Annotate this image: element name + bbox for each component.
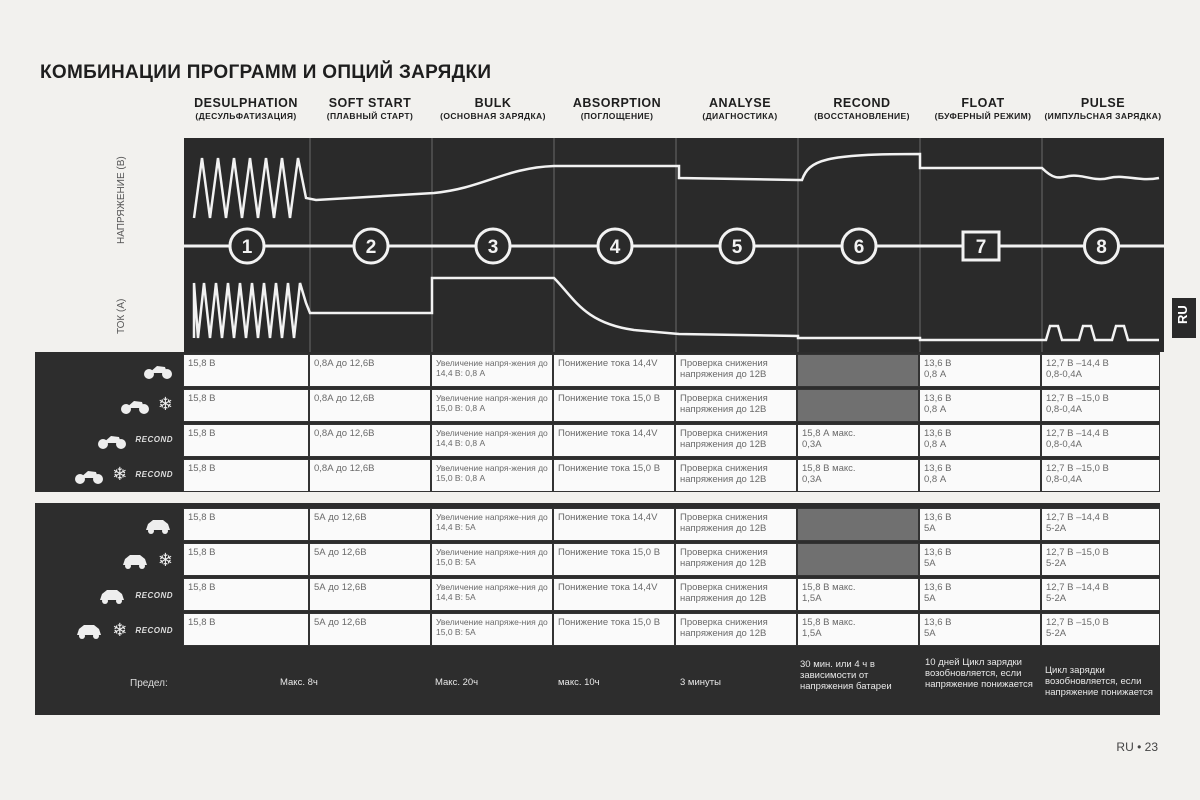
moto-table-cell: 0,8А до 12,6В [309,424,431,457]
moto-table-cell: 12,7 В –14,4 В 0,8-0,4А [1041,424,1160,457]
car-table-cell: Увеличение напряже-ния до 14,4 В: 5А [431,508,553,541]
phase-header [308,96,432,121]
car-table-cell: 15,8 В макс. 1,5А [797,613,919,646]
car-table-cell: 13,6 В 5А [919,508,1041,541]
car-table-cell: Увеличение напряже-ния до 15,0 В: 5А [431,543,553,576]
step-marker [598,229,632,263]
charging-curves-svg [184,138,1164,352]
phase-name: DESULPHATION [194,96,298,110]
phase-name-ru: (ОСНОВНАЯ ЗАРЯДКА) [440,111,546,121]
voltage-axis-label: НАПРЯЖЕНИЕ (В) [116,156,127,244]
step-number: 1 [241,237,253,258]
limit-value: Цикл зарядки возобновляется, если напряжение понижается [1045,665,1153,698]
car-table-cell [797,543,919,576]
moto-cold-icon-row [35,387,183,422]
car-table-cell: 5А до 12,6В [309,543,431,576]
phase-header [800,96,924,121]
phase-name-ru: (БУФЕРНЫЙ РЕЖИМ) [934,111,1032,121]
moto-table-cell: Понижение тока 15,0 В [553,389,675,422]
step-number: 6 [853,237,865,258]
moto-table-cell: 13,6 В 0,8 А [919,354,1041,387]
phase-name: ANALYSE [708,96,772,110]
limit-value: 30 мин. или 4 ч в зависимости от напряжения батареи [800,659,892,692]
car-table-cell: Понижение тока 14,4V [553,508,675,541]
phase-header [555,96,679,121]
car-table-cell: 12,7 В –15,0 В 5-2А [1041,613,1160,646]
moto-table-cell: 15,8 В [183,459,309,492]
step-number: 2 [365,237,377,258]
moto-table-cell: 15,8 В макс. 0,3А [797,459,919,492]
moto-table-cell: 12,7 В –15,0 В 0,8-0,4А [1041,459,1160,492]
car-table-cell: Понижение тока 15,0 В [553,543,675,576]
moto-mode-icon-row [35,352,183,387]
moto-table-cell: Проверка снижения напряжения до 12В [675,424,797,457]
step-number: 4 [609,237,621,258]
car-cold-recond-icon-row [35,613,183,648]
snowflake-icon: ❄ [112,464,128,484]
car-table-cell: 5А до 12,6В [309,578,431,611]
motorcycle-icon [120,395,150,415]
car-table-cell [797,508,919,541]
moto-table-cell: 15,8 А макс. 0,3А [797,424,919,457]
car-table-cell: Проверка снижения напряжения до 12В [675,508,797,541]
car-table-cell: Увеличение напряже-ния до 14,4 В: 5А [431,578,553,611]
moto-table-cell: 15,8 В [183,424,309,457]
step-marker [720,229,754,263]
car-table-cell: Проверка снижения напряжения до 12В [675,543,797,576]
step-marker [842,229,876,263]
snowflake-icon: ❄ [157,550,173,570]
car-table-cell: 13,6 В 5А [919,613,1041,646]
car-table-cell: 15,8 В макс. 1,5А [797,578,919,611]
current-axis-label: ТОК (А) [116,298,127,334]
phase-name: ABSORPTION [572,96,662,110]
car-table-cell: Проверка снижения напряжения до 12В [675,613,797,646]
snowflake-icon: ❄ [112,620,128,640]
phase-name-ru: (ИМПУЛЬСНАЯ ЗАРЯДКА) [1044,111,1162,121]
moto-table-cell: Понижение тока 14,4V [553,354,675,387]
car-recond-icon-row [35,578,183,613]
moto-table-cell: 15,8 В [183,354,309,387]
limit-label: Предел: [130,678,168,689]
car-table-cell: 5А до 12,6В [309,508,431,541]
recond-label: RECOND [135,470,173,479]
moto-table-cell: 13,6 В 0,8 А [919,459,1041,492]
step-number: 3 [487,237,499,258]
phase-header [1041,96,1165,121]
limit-value: Макс. 8ч [280,677,318,688]
moto-table-cell: 0,8А до 12,6В [309,354,431,387]
phase-name: PULSE [1080,96,1126,110]
car-cold-icon-row [35,543,183,578]
phase-name-ru: (ВОССТАНОВЛЕНИЕ) [814,111,910,121]
limit-value: 10 дней Цикл зарядки возобновляется, если напряжение понижается [925,657,1033,690]
step-number: 8 [1096,237,1107,258]
language-side-tab: RU [1172,298,1196,338]
moto-table-cell [797,354,919,387]
motorcycle-icon [97,430,127,450]
phase-name-ru: (ПЛАВНЫЙ СТАРТ) [326,111,414,121]
phase-header [678,96,802,121]
moto-table-cell [797,389,919,422]
car-icon [97,586,127,606]
car-icon [143,516,173,536]
phase-name-ru: (ПОГЛОЩЕНИЕ) [580,111,654,121]
car-table-cell: 15,8 В [183,543,309,576]
car-table-cell: 15,8 В [183,508,309,541]
moto-table-cell: Проверка снижения напряжения до 12В [675,459,797,492]
car-table-cell: Проверка снижения напряжения до 12В [675,578,797,611]
car-table-cell: 15,8 В [183,578,309,611]
moto-table-cell: 0,8А до 12,6В [309,389,431,422]
moto-table-cell: Проверка снижения напряжения до 12В [675,354,797,387]
phase-header [431,96,555,121]
page-title: КОМБИНАЦИИ ПРОГРАММ И ОПЦИЙ ЗАРЯДКИ [40,62,492,83]
limit-value: 3 минуты [680,677,721,688]
phase-name-ru: (ДЕСУЛЬФАТИЗАЦИЯ) [195,111,297,121]
car-icons [35,508,183,648]
moto-table-cell: Понижение тока 15,0 В [553,459,675,492]
moto-cold-recond-icon-row [35,457,183,492]
step-marker [963,232,999,260]
car-table-cell: 15,8 В [183,613,309,646]
moto-table-cell: 15,8 В [183,389,309,422]
car-table-cell: 13,6 В 5А [919,543,1041,576]
charging-curve-diagram [184,138,1164,352]
car-icon [120,551,150,571]
phase-header [184,96,308,121]
page-number: RU • 23 [1116,740,1158,754]
step-number: 7 [975,237,987,258]
recond-label: RECOND [135,435,173,444]
car-table-cell: Понижение тока 14,4V [553,578,675,611]
moto-table-cell: Увеличение напря-жения до 15,0 В: 0,8 А [431,459,553,492]
car-icon [74,621,104,641]
moto-table-cell: Увеличение напря-жения до 14,4 В: 0,8 А [431,424,553,457]
moto-table-cell: 13,6 В 0,8 А [919,424,1041,457]
car-mode-icon-row [35,508,183,543]
step-marker [230,229,264,263]
motorcycle-icon [74,465,104,485]
moto-table-cell: 12,7 В –14,4 В 0,8-0,4А [1041,354,1160,387]
step-number: 5 [731,237,743,258]
moto-recond-icon-row [35,422,183,457]
phase-name-ru: (ДИАГНОСТИКА) [702,111,778,121]
moto-icons [35,352,183,492]
step-marker [1085,229,1119,263]
car-table-cell: 12,7 В –15,0 В 5-2А [1041,543,1160,576]
step-marker [476,229,510,263]
recond-label: RECOND [135,626,173,635]
recond-label: RECOND [135,591,173,600]
step-marker [354,229,388,263]
motorcycle-icon [143,360,173,380]
limit-value: Макс. 20ч [435,677,479,688]
moto-table-cell: 13,6 В 0,8 А [919,389,1041,422]
moto-table-cell: Понижение тока 14,4V [553,424,675,457]
phase-header [921,96,1045,121]
phase-name: FLOAT [961,96,1005,110]
car-table-cell: 12,7 В –14,4 В 5-2А [1041,508,1160,541]
moto-table-cell: Увеличение напря-жения до 14,4 В: 0,8 А [431,354,553,387]
phase-name: RECOND [833,96,891,110]
phase-name: BULK [474,96,512,110]
car-table-cell: Понижение тока 15,0 В [553,613,675,646]
car-table-cell: 5А до 12,6В [309,613,431,646]
moto-table-cell: 12,7 В –15,0 В 0,8-0,4А [1041,389,1160,422]
car-table-cell: 13,6 В 5А [919,578,1041,611]
limit-value: макс. 10ч [558,677,600,688]
moto-table-cell: Увеличение напря-жения до 15,0 В: 0,8 А [431,389,553,422]
snowflake-icon: ❄ [157,394,173,414]
phase-name: SOFT START [328,96,412,110]
car-table-cell: Увеличение напряже-ния до 15,0 В: 5А [431,613,553,646]
moto-table-cell: 0,8А до 12,6В [309,459,431,492]
car-table-cell: 12,7 В –14,4 В 5-2А [1041,578,1160,611]
moto-table-cell: Проверка снижения напряжения до 12В [675,389,797,422]
